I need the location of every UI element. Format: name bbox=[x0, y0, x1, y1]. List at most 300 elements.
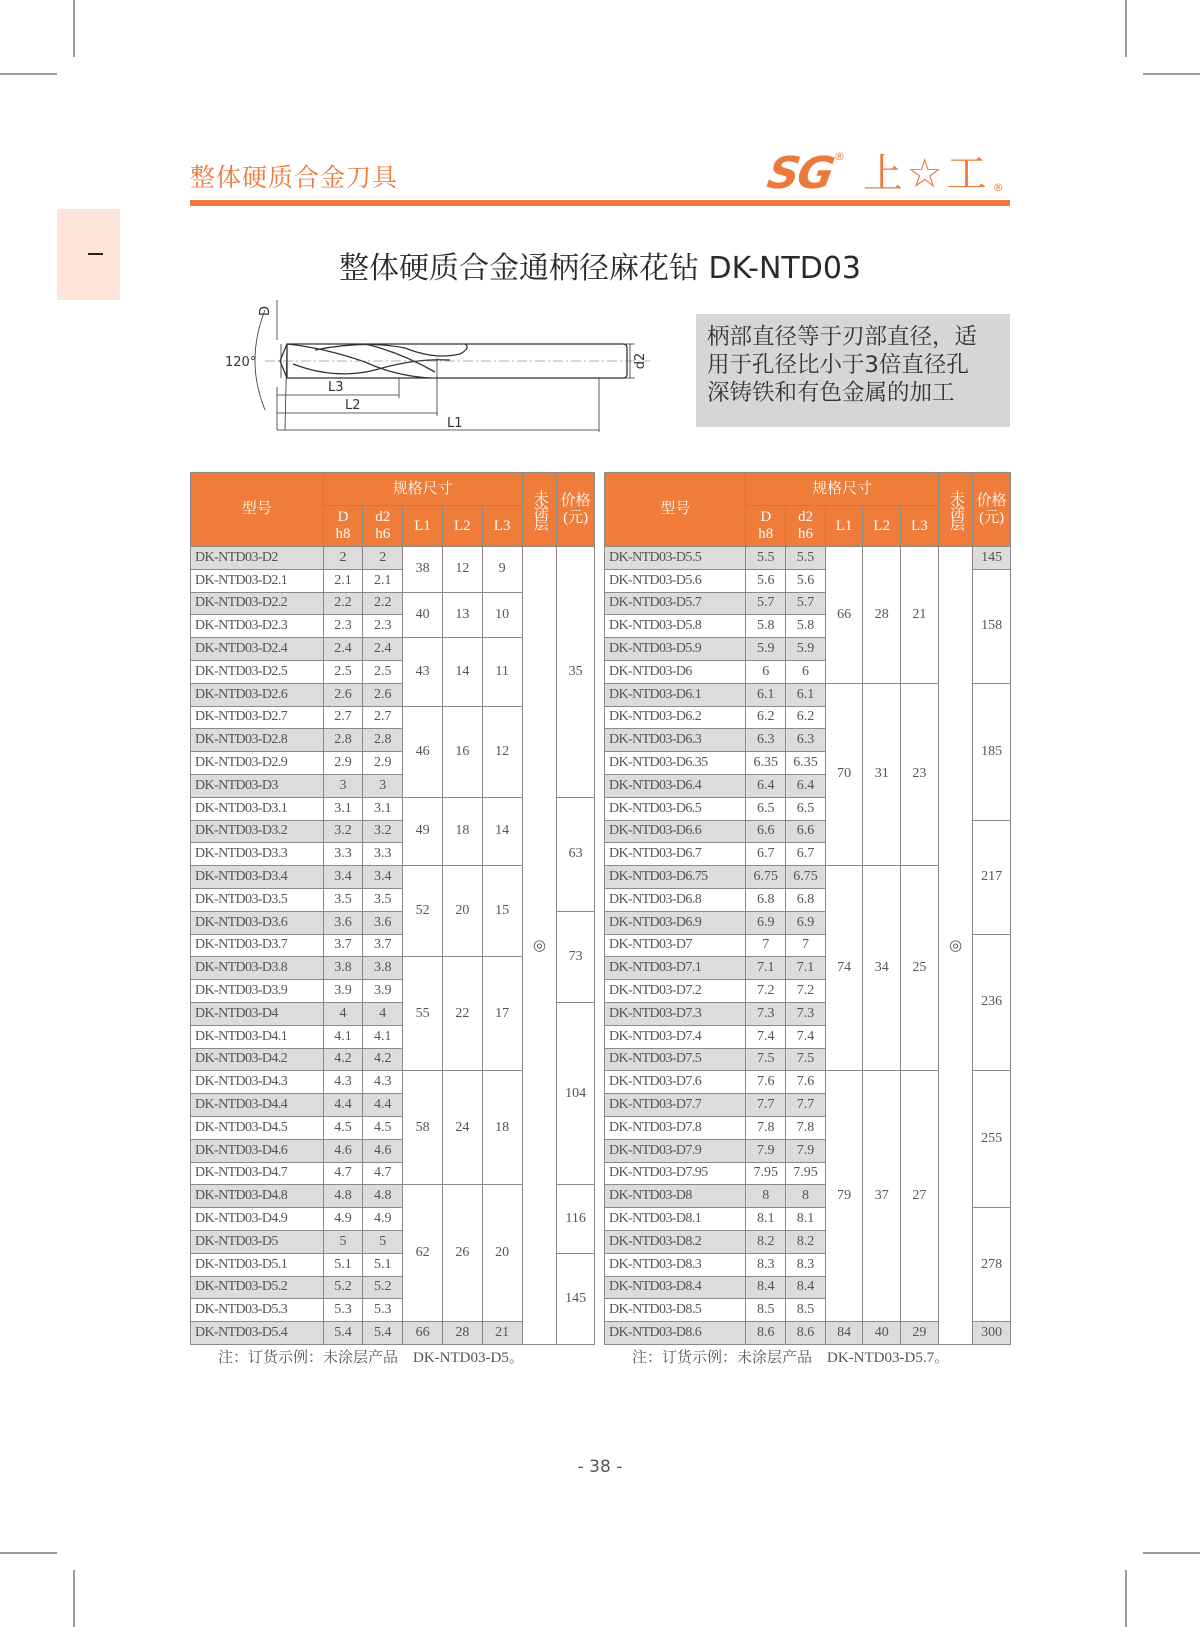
D-cell: 3 bbox=[323, 774, 363, 797]
model-cell: DK-NTD03-D2.2 bbox=[191, 592, 324, 615]
model-cell: DK-NTD03-D8.2 bbox=[605, 1230, 746, 1253]
d2-cell: 2.6 bbox=[363, 683, 403, 706]
d2-cell: 2.8 bbox=[363, 729, 403, 752]
model-cell: DK-NTD03-D7.5 bbox=[605, 1048, 746, 1071]
logo-chinese: 上☆工 bbox=[862, 151, 991, 197]
price-cell: 63 bbox=[557, 797, 595, 911]
D-cell: 8.1 bbox=[746, 1208, 786, 1231]
d2-cell: 5.5 bbox=[786, 547, 826, 570]
d2-cell: 6.4 bbox=[786, 774, 826, 797]
header-price: 价格(元) bbox=[557, 473, 595, 547]
model-cell: DK-NTD03-D5.1 bbox=[191, 1253, 324, 1276]
D-cell: 2.8 bbox=[323, 729, 363, 752]
model-cell: DK-NTD03-D5.9 bbox=[605, 638, 746, 661]
model-cell: DK-NTD03-D4.2 bbox=[191, 1048, 324, 1071]
model-cell: DK-NTD03-D5.6 bbox=[605, 569, 746, 592]
model-cell: DK-NTD03-D4.1 bbox=[191, 1025, 324, 1048]
L1-cell: 62 bbox=[403, 1185, 443, 1322]
d2-cell: 4.6 bbox=[363, 1139, 403, 1162]
D-cell: 2.1 bbox=[323, 569, 363, 592]
L2-cell: 24 bbox=[442, 1071, 482, 1185]
L3-cell: 27 bbox=[901, 1071, 939, 1322]
D-cell: 7 bbox=[746, 934, 786, 957]
D-cell: 4.2 bbox=[323, 1048, 363, 1071]
d2-cell: 5.6 bbox=[786, 569, 826, 592]
model-cell: DK-NTD03-D7 bbox=[605, 934, 746, 957]
L1-cell: 79 bbox=[825, 1071, 863, 1322]
D-cell: 3.5 bbox=[323, 888, 363, 911]
L1-cell: 55 bbox=[403, 957, 443, 1071]
d2-cell: 3.5 bbox=[363, 888, 403, 911]
model-cell: DK-NTD03-D6.75 bbox=[605, 866, 746, 889]
model-cell: DK-NTD03-D3.4 bbox=[191, 866, 324, 889]
d2-cell: 8.2 bbox=[786, 1230, 826, 1253]
header-row bbox=[191, 473, 595, 506]
d2-cell: 7.6 bbox=[786, 1071, 826, 1094]
D-cell: 6.35 bbox=[746, 752, 786, 775]
model-cell: DK-NTD03-D5.3 bbox=[191, 1299, 324, 1322]
d2-cell: 3.4 bbox=[363, 866, 403, 889]
price-cell: 217 bbox=[973, 820, 1011, 934]
D-cell: 2.7 bbox=[323, 706, 363, 729]
price-cell: 104 bbox=[557, 1002, 595, 1184]
d2-cell: 8.6 bbox=[786, 1322, 826, 1345]
d2-cell: 2.9 bbox=[363, 752, 403, 775]
d2-cell: 6.3 bbox=[786, 729, 826, 752]
header-model: 型号 bbox=[191, 473, 324, 547]
D-cell: 3.1 bbox=[323, 797, 363, 820]
product-title: 整体硬质合金通柄径麻花钻 DK-NTD03 bbox=[338, 251, 862, 286]
description-line: 用于孔径比小于3倍直径孔 bbox=[707, 352, 969, 378]
description-line: 柄部直径等于刃部直径，适 bbox=[707, 324, 978, 350]
d2-cell: 5 bbox=[363, 1230, 403, 1253]
label-L3: L3 bbox=[328, 380, 344, 395]
D-cell: 2 bbox=[323, 547, 363, 570]
L1-cell: 46 bbox=[403, 706, 443, 797]
D-cell: 4.9 bbox=[323, 1208, 363, 1231]
model-cell: DK-NTD03-D5.7 bbox=[605, 592, 746, 615]
d2-cell: 5.9 bbox=[786, 638, 826, 661]
d2-cell: 6.7 bbox=[786, 843, 826, 866]
d2-cell: 7.9 bbox=[786, 1139, 826, 1162]
model-cell: DK-NTD03-D4.3 bbox=[191, 1071, 324, 1094]
uncoated-mark-cell: ◎ bbox=[938, 547, 973, 1345]
D-cell: 4.8 bbox=[323, 1185, 363, 1208]
price-cell: 35 bbox=[557, 547, 595, 798]
registered-mark-icon: ® bbox=[833, 150, 845, 163]
label-L1: L1 bbox=[447, 416, 463, 431]
L1-cell: 52 bbox=[403, 866, 443, 957]
header-D bbox=[746, 506, 786, 547]
model-cell: DK-NTD03-D6.4 bbox=[605, 774, 746, 797]
model-cell: DK-NTD03-D7.9 bbox=[605, 1139, 746, 1162]
D-cell: 2.3 bbox=[323, 615, 363, 638]
model-cell: DK-NTD03-D3 bbox=[191, 774, 324, 797]
header-price: 价格(元) bbox=[973, 473, 1011, 547]
D-cell: 6 bbox=[746, 660, 786, 683]
d2-cell: 3.2 bbox=[363, 820, 403, 843]
L1-cell: 74 bbox=[825, 866, 863, 1071]
L2-cell: 26 bbox=[442, 1185, 482, 1322]
header-uncoated: 未涂层 bbox=[938, 473, 973, 547]
L1-cell: 66 bbox=[825, 547, 863, 684]
header-spec-group: 规格尺寸 bbox=[323, 473, 522, 506]
d2-cell: 4.8 bbox=[363, 1185, 403, 1208]
model-cell: DK-NTD03-D3.5 bbox=[191, 888, 324, 911]
header-uncoated: 未涂层 bbox=[522, 473, 557, 547]
D-cell: 5 bbox=[323, 1230, 363, 1253]
d2-cell: 3.3 bbox=[363, 843, 403, 866]
header-D-tolerance: h8 bbox=[335, 526, 351, 542]
d2-cell: 5.2 bbox=[363, 1276, 403, 1299]
spec-table-left bbox=[190, 472, 595, 1345]
D-cell: 5.6 bbox=[746, 569, 786, 592]
label-d2: d2 bbox=[633, 352, 648, 370]
d2-cell: 2 bbox=[363, 547, 403, 570]
header-d2-tolerance: h6 bbox=[797, 526, 813, 542]
d2-cell: 7.5 bbox=[786, 1048, 826, 1071]
price-cell: 145 bbox=[973, 547, 1011, 570]
L3-cell: 12 bbox=[482, 706, 522, 797]
d2-cell: 8 bbox=[786, 1185, 826, 1208]
model-cell: DK-NTD03-D6.5 bbox=[605, 797, 746, 820]
D-cell: 7.6 bbox=[746, 1071, 786, 1094]
crop-mark bbox=[1143, 73, 1200, 75]
price-cell: 116 bbox=[557, 1185, 595, 1253]
D-cell: 2.9 bbox=[323, 752, 363, 775]
L3-cell: 9 bbox=[482, 547, 522, 593]
L2-cell: 12 bbox=[442, 547, 482, 593]
D-cell: 7.4 bbox=[746, 1025, 786, 1048]
model-cell: DK-NTD03-D6.35 bbox=[605, 752, 746, 775]
header-D-tolerance: h8 bbox=[758, 526, 774, 542]
D-cell: 3.3 bbox=[323, 843, 363, 866]
model-cell: DK-NTD03-D3.6 bbox=[191, 911, 324, 934]
crop-mark bbox=[1143, 1552, 1200, 1554]
model-cell: DK-NTD03-D5 bbox=[191, 1230, 324, 1253]
d2-cell: 4.5 bbox=[363, 1116, 403, 1139]
model-cell: DK-NTD03-D2.5 bbox=[191, 660, 324, 683]
order-note-right: 注：订货示例：未涂层产品 DK-NTD03-D5.7。 bbox=[632, 1350, 950, 1366]
d2-cell: 3 bbox=[363, 774, 403, 797]
model-cell: DK-NTD03-D3.1 bbox=[191, 797, 324, 820]
d2-cell: 7.1 bbox=[786, 957, 826, 980]
model-cell: DK-NTD03-D5.4 bbox=[191, 1322, 324, 1345]
header-model: 型号 bbox=[605, 473, 746, 547]
D-cell: 8.6 bbox=[746, 1322, 786, 1345]
L3-cell: 21 bbox=[482, 1322, 522, 1345]
model-cell: DK-NTD03-D7.2 bbox=[605, 980, 746, 1003]
d2-cell: 6.5 bbox=[786, 797, 826, 820]
d2-cell: 7.3 bbox=[786, 1002, 826, 1025]
price-cell: 145 bbox=[557, 1253, 595, 1344]
D-cell: 7.5 bbox=[746, 1048, 786, 1071]
model-cell: DK-NTD03-D7.7 bbox=[605, 1094, 746, 1117]
D-cell: 5.5 bbox=[746, 547, 786, 570]
model-cell: DK-NTD03-D2.1 bbox=[191, 569, 324, 592]
price-cell: 236 bbox=[973, 934, 1011, 1071]
L3-cell: 25 bbox=[901, 866, 939, 1071]
L2-cell: 28 bbox=[863, 547, 901, 684]
d2-cell: 6.9 bbox=[786, 911, 826, 934]
D-cell: 8.2 bbox=[746, 1230, 786, 1253]
D-cell: 5.4 bbox=[323, 1322, 363, 1345]
model-cell: DK-NTD03-D7.6 bbox=[605, 1071, 746, 1094]
d2-cell: 2.5 bbox=[363, 660, 403, 683]
d2-cell: 7.8 bbox=[786, 1116, 826, 1139]
header-L3: L3 bbox=[482, 506, 522, 547]
L2-cell: 34 bbox=[863, 866, 901, 1071]
D-cell: 6.5 bbox=[746, 797, 786, 820]
table-row bbox=[605, 547, 1011, 570]
model-cell: DK-NTD03-D5.8 bbox=[605, 615, 746, 638]
D-cell: 6.3 bbox=[746, 729, 786, 752]
crop-mark bbox=[0, 73, 57, 75]
D-cell: 4.5 bbox=[323, 1116, 363, 1139]
D-cell: 3.4 bbox=[323, 866, 363, 889]
model-cell: DK-NTD03-D2.7 bbox=[191, 706, 324, 729]
header-d2-label: d2 bbox=[797, 509, 813, 525]
d2-cell: 8.4 bbox=[786, 1276, 826, 1299]
logo-latin: SG bbox=[763, 148, 837, 199]
crop-mark bbox=[0, 1552, 57, 1554]
D-cell: 3.8 bbox=[323, 957, 363, 980]
D-cell: 6.4 bbox=[746, 774, 786, 797]
D-cell: 7.7 bbox=[746, 1094, 786, 1117]
model-cell: DK-NTD03-D2.9 bbox=[191, 752, 324, 775]
L3-cell: 11 bbox=[482, 638, 522, 706]
D-cell: 4.7 bbox=[323, 1162, 363, 1185]
d2-cell: 4.3 bbox=[363, 1071, 403, 1094]
model-cell: DK-NTD03-D7.3 bbox=[605, 1002, 746, 1025]
model-cell: DK-NTD03-D3.7 bbox=[191, 934, 324, 957]
header-divider bbox=[190, 200, 1010, 206]
header-d2 bbox=[786, 506, 826, 547]
model-cell: DK-NTD03-D8 bbox=[605, 1185, 746, 1208]
price-cell: 278 bbox=[973, 1208, 1011, 1322]
L3-cell: 29 bbox=[901, 1322, 939, 1345]
model-cell: DK-NTD03-D7.95 bbox=[605, 1162, 746, 1185]
D-cell: 3.9 bbox=[323, 980, 363, 1003]
D-cell: 6.2 bbox=[746, 706, 786, 729]
model-cell: DK-NTD03-D6.2 bbox=[605, 706, 746, 729]
d2-cell: 4 bbox=[363, 1002, 403, 1025]
L2-cell: 13 bbox=[442, 592, 482, 638]
d2-cell: 6 bbox=[786, 660, 826, 683]
L2-cell: 37 bbox=[863, 1071, 901, 1322]
L3-cell: 10 bbox=[482, 592, 522, 638]
model-cell: DK-NTD03-D8.5 bbox=[605, 1299, 746, 1322]
L3-cell: 14 bbox=[482, 797, 522, 865]
order-note-left: 注：订货示例：未涂层产品 DK-NTD03-D5。 bbox=[218, 1350, 524, 1366]
d2-cell: 7.7 bbox=[786, 1094, 826, 1117]
model-cell: DK-NTD03-D4 bbox=[191, 1002, 324, 1025]
D-cell: 5.8 bbox=[746, 615, 786, 638]
model-cell: DK-NTD03-D4.7 bbox=[191, 1162, 324, 1185]
L3-cell: 15 bbox=[482, 866, 522, 957]
model-cell: DK-NTD03-D3.8 bbox=[191, 957, 324, 980]
d2-cell: 3.1 bbox=[363, 797, 403, 820]
drill-diagram bbox=[225, 300, 665, 450]
L1-cell: 58 bbox=[403, 1071, 443, 1185]
model-cell: DK-NTD03-D2.3 bbox=[191, 615, 324, 638]
d2-cell: 5.4 bbox=[363, 1322, 403, 1345]
L2-cell: 22 bbox=[442, 957, 482, 1071]
D-cell: 5.9 bbox=[746, 638, 786, 661]
model-cell: DK-NTD03-D2.4 bbox=[191, 638, 324, 661]
D-cell: 7.2 bbox=[746, 980, 786, 1003]
L2-cell: 28 bbox=[442, 1322, 482, 1345]
D-cell: 8.3 bbox=[746, 1253, 786, 1276]
D-cell: 4.6 bbox=[323, 1139, 363, 1162]
L3-cell: 23 bbox=[901, 683, 939, 865]
model-cell: DK-NTD03-D4.5 bbox=[191, 1116, 324, 1139]
model-cell: DK-NTD03-D6.6 bbox=[605, 820, 746, 843]
D-cell: 4.1 bbox=[323, 1025, 363, 1048]
D-cell: 6.75 bbox=[746, 866, 786, 889]
d2-cell: 6.1 bbox=[786, 683, 826, 706]
L2-cell: 40 bbox=[863, 1322, 901, 1345]
D-cell: 8.4 bbox=[746, 1276, 786, 1299]
L3-cell: 21 bbox=[901, 547, 939, 684]
model-cell: DK-NTD03-D4.4 bbox=[191, 1094, 324, 1117]
model-cell: DK-NTD03-D6.8 bbox=[605, 888, 746, 911]
d2-cell: 4.7 bbox=[363, 1162, 403, 1185]
d2-cell: 3.7 bbox=[363, 934, 403, 957]
d2-cell: 8.3 bbox=[786, 1253, 826, 1276]
d2-cell: 6.6 bbox=[786, 820, 826, 843]
model-cell: DK-NTD03-D3.9 bbox=[191, 980, 324, 1003]
L1-cell: 43 bbox=[403, 638, 443, 706]
price-cell: 73 bbox=[557, 911, 595, 1002]
model-cell: DK-NTD03-D8.6 bbox=[605, 1322, 746, 1345]
L3-cell: 18 bbox=[482, 1071, 522, 1185]
model-cell: DK-NTD03-D5.5 bbox=[605, 547, 746, 570]
d2-cell: 4.4 bbox=[363, 1094, 403, 1117]
D-cell: 5.1 bbox=[323, 1253, 363, 1276]
d2-cell: 8.5 bbox=[786, 1299, 826, 1322]
price-cell: 185 bbox=[973, 683, 1011, 820]
d2-cell: 5.7 bbox=[786, 592, 826, 615]
table-row bbox=[191, 547, 595, 570]
model-cell: DK-NTD03-D6.1 bbox=[605, 683, 746, 706]
model-cell: DK-NTD03-D4.6 bbox=[191, 1139, 324, 1162]
label-L2: L2 bbox=[345, 398, 361, 413]
d2-cell: 2.7 bbox=[363, 706, 403, 729]
d2-cell: 2.3 bbox=[363, 615, 403, 638]
header-L1: L1 bbox=[825, 506, 863, 547]
D-cell: 7.8 bbox=[746, 1116, 786, 1139]
d2-cell: 7.95 bbox=[786, 1162, 826, 1185]
D-cell: 2.2 bbox=[323, 592, 363, 615]
d2-cell: 3.9 bbox=[363, 980, 403, 1003]
header-D-label: D bbox=[760, 509, 772, 525]
L1-cell: 70 bbox=[825, 683, 863, 865]
model-cell: DK-NTD03-D8.1 bbox=[605, 1208, 746, 1231]
D-cell: 2.6 bbox=[323, 683, 363, 706]
d2-cell: 8.1 bbox=[786, 1208, 826, 1231]
L3-cell: 17 bbox=[482, 957, 522, 1071]
model-cell: DK-NTD03-D2.6 bbox=[191, 683, 324, 706]
D-cell: 8.5 bbox=[746, 1299, 786, 1322]
model-cell: DK-NTD03-D3.3 bbox=[191, 843, 324, 866]
d2-cell: 5.1 bbox=[363, 1253, 403, 1276]
d2-cell: 7 bbox=[786, 934, 826, 957]
model-cell: DK-NTD03-D4.9 bbox=[191, 1208, 324, 1231]
d2-cell: 3.6 bbox=[363, 911, 403, 934]
D-cell: 3.6 bbox=[323, 911, 363, 934]
model-cell: DK-NTD03-D6.3 bbox=[605, 729, 746, 752]
header-L2: L2 bbox=[442, 506, 482, 547]
d2-cell: 2.2 bbox=[363, 592, 403, 615]
d2-cell: 4.2 bbox=[363, 1048, 403, 1071]
header-d2-label: d2 bbox=[375, 509, 391, 525]
model-cell: DK-NTD03-D7.8 bbox=[605, 1116, 746, 1139]
header-d2 bbox=[363, 506, 403, 547]
header-spec-group: 规格尺寸 bbox=[746, 473, 938, 506]
header-L3: L3 bbox=[901, 506, 939, 547]
D-cell: 4.3 bbox=[323, 1071, 363, 1094]
header-D-label: D bbox=[337, 509, 349, 525]
crop-mark bbox=[1125, 0, 1127, 57]
crop-mark bbox=[73, 0, 75, 57]
D-cell: 7.9 bbox=[746, 1139, 786, 1162]
label-angle: 120° bbox=[225, 355, 257, 370]
d2-cell: 6.35 bbox=[786, 752, 826, 775]
L1-cell: 66 bbox=[403, 1322, 443, 1345]
D-cell: 6.1 bbox=[746, 683, 786, 706]
price-cell: 300 bbox=[973, 1322, 1011, 1345]
D-cell: 5.7 bbox=[746, 592, 786, 615]
L1-cell: 40 bbox=[403, 592, 443, 638]
crop-mark bbox=[73, 1570, 75, 1627]
header-D bbox=[323, 506, 363, 547]
uncoated-mark-cell: ◎ bbox=[522, 547, 557, 1345]
L1-cell: 49 bbox=[403, 797, 443, 865]
D-cell: 7.1 bbox=[746, 957, 786, 980]
d2-cell: 6.2 bbox=[786, 706, 826, 729]
D-cell: 7.95 bbox=[746, 1162, 786, 1185]
price-cell: 255 bbox=[973, 1071, 1011, 1208]
model-cell: DK-NTD03-D6 bbox=[605, 660, 746, 683]
model-cell: DK-NTD03-D4.8 bbox=[191, 1185, 324, 1208]
D-cell: 4.4 bbox=[323, 1094, 363, 1117]
D-cell: 2.4 bbox=[323, 638, 363, 661]
d2-cell: 7.2 bbox=[786, 980, 826, 1003]
D-cell: 5.3 bbox=[323, 1299, 363, 1322]
d2-cell: 6.75 bbox=[786, 866, 826, 889]
D-cell: 5.2 bbox=[323, 1276, 363, 1299]
D-cell: 6.8 bbox=[746, 888, 786, 911]
model-cell: DK-NTD03-D6.9 bbox=[605, 911, 746, 934]
L1-cell: 38 bbox=[403, 547, 443, 593]
d2-cell: 2.1 bbox=[363, 569, 403, 592]
header-L2: L2 bbox=[863, 506, 901, 547]
model-cell: DK-NTD03-D2.8 bbox=[191, 729, 324, 752]
model-cell: DK-NTD03-D8.3 bbox=[605, 1253, 746, 1276]
brand-logo bbox=[763, 148, 1004, 199]
L1-cell: 84 bbox=[825, 1322, 863, 1345]
model-cell: DK-NTD03-D3.2 bbox=[191, 820, 324, 843]
D-cell: 3.7 bbox=[323, 934, 363, 957]
product-description bbox=[696, 314, 1010, 427]
spec-table-right bbox=[604, 472, 1011, 1345]
model-cell: DK-NTD03-D7.1 bbox=[605, 957, 746, 980]
price-cell: 158 bbox=[973, 569, 1011, 683]
d2-cell: 5.8 bbox=[786, 615, 826, 638]
model-cell: DK-NTD03-D2 bbox=[191, 547, 324, 570]
L2-cell: 31 bbox=[863, 683, 901, 865]
